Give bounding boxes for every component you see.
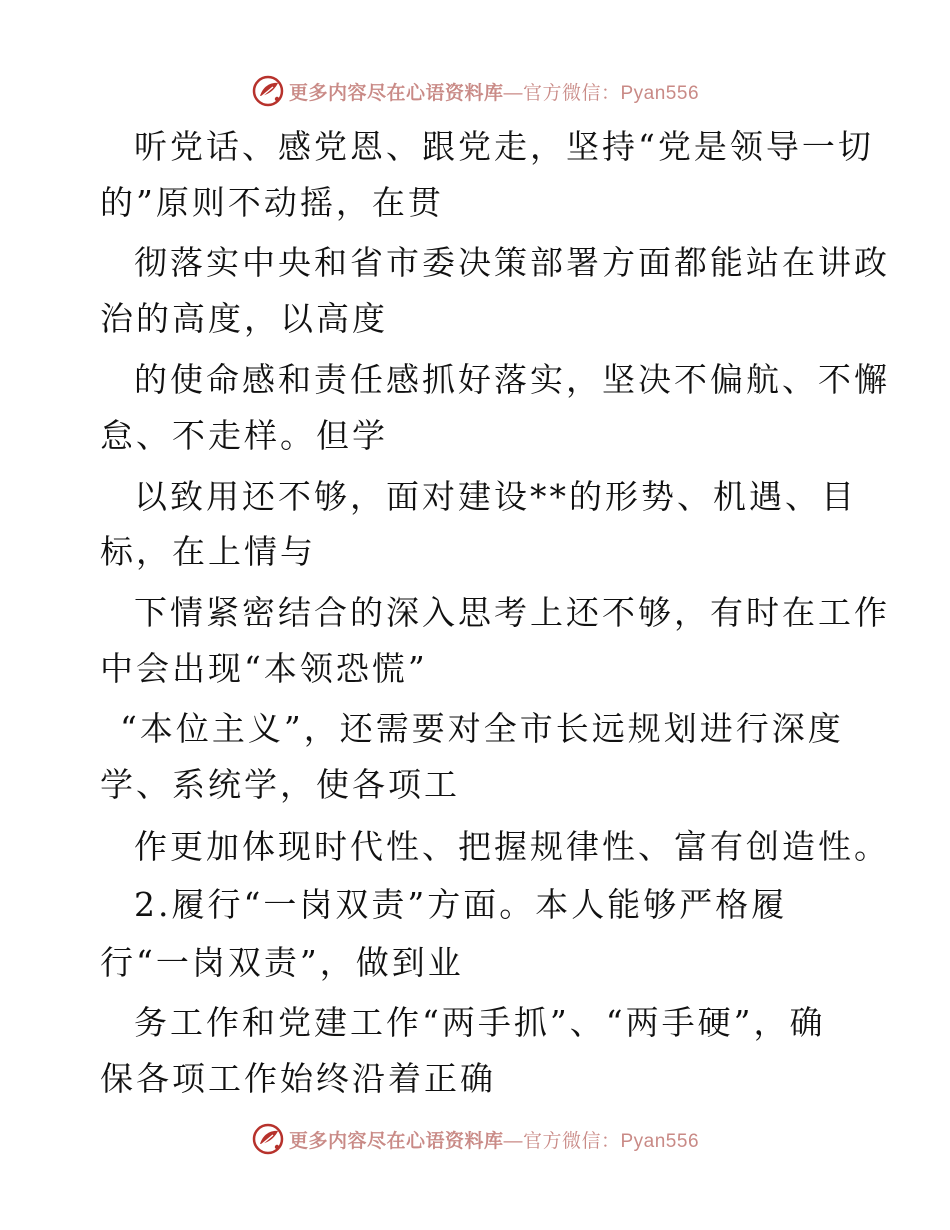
body-line: 彻落实中央和省市委决策部署方面都能站在讲政 bbox=[134, 243, 890, 282]
body-line: 标，在上情与 bbox=[100, 532, 316, 571]
body-line: 下情紧密结合的深入思考上还不够，有时在工作 bbox=[134, 593, 890, 632]
banner-text: 更多内容尽在心语资料库—官方微信：Pyan556 bbox=[288, 81, 700, 104]
body-line: 2.履行“一岗双责”方面。本人能够严格履 bbox=[134, 885, 788, 924]
body-line: 怠、不走样。但学 bbox=[100, 416, 388, 455]
body-line: 中会出现“本领恐慌” bbox=[100, 649, 428, 688]
body-line: 的”原则不动摇，在贯 bbox=[100, 183, 444, 222]
body-line: 保各项工作始终沿着正确 bbox=[100, 1059, 496, 1098]
body-line: 治的高度，以高度 bbox=[100, 299, 388, 338]
footer-banner bbox=[0, 1119, 950, 1159]
body-line: 作更加体现时代性、把握规律性、富有创造性。 bbox=[134, 827, 890, 866]
leaf-seal-logo-icon bbox=[251, 74, 285, 108]
leaf-seal-logo-icon bbox=[251, 1122, 285, 1156]
body-line: 学、系统学，使各项工 bbox=[100, 765, 460, 804]
banner-text: 更多内容尽在心语资料库—官方微信：Pyan556 bbox=[288, 1129, 700, 1152]
body-line: “本位主义”，还需要对全市长远规划进行深度 bbox=[120, 709, 844, 748]
body-line: 务工作和党建工作“两手抓”、“两手硬”，确 bbox=[134, 1003, 826, 1042]
body-line: 听党话、感党恩、跟党走，坚持“党是领导一切 bbox=[134, 127, 874, 166]
header-banner bbox=[0, 71, 950, 111]
body-line: 以致用还不够，面对建设**的形势、机遇、目 bbox=[134, 477, 857, 516]
body-line: 行“一岗双责”，做到业 bbox=[100, 943, 464, 982]
body-line: 的使命感和责任感抓好落实，坚决不偏航、不懈 bbox=[134, 360, 890, 399]
